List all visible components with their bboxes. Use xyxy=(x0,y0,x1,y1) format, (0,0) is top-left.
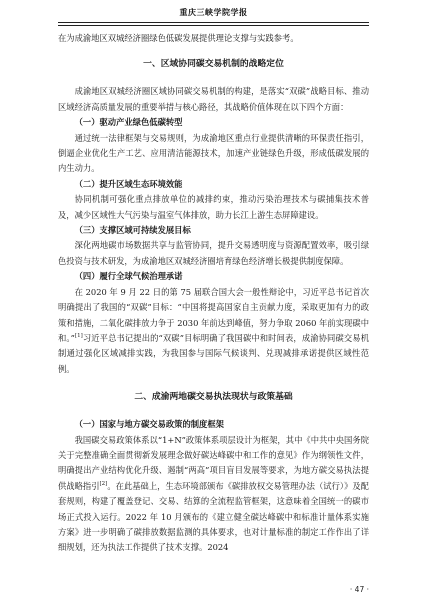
paragraph-1-1: 通过统一法律框架与交易规则，为成渝地区重点行业提供清晰的环保责任指引，倒逼企业优化生产工艺、应用清洁能源技术，加速产业链绿色升级，形成低碳发展的内生动力。 xyxy=(58,132,369,174)
section-1-intro: 成渝地区双城经济圈区域协同碳交易机制的构建，是落实“双碳”战略目标、推动区域经济高质量发展的重要举措与核心路径，其战略价值体现在以下四个方面： xyxy=(58,86,369,112)
subheading-2-1: （一）国家与地方碳交易政策的制度框架 xyxy=(74,419,224,430)
subheading-1-1: （一）驱动产业绿色低碳转型 xyxy=(74,117,183,128)
page-number: · 47 · xyxy=(349,585,369,594)
article-body xyxy=(58,31,369,556)
subheading-1-4: （四）履行全球气候治理承诺 xyxy=(74,271,183,282)
header-rule-thick xyxy=(58,22,369,23)
section-heading-1: 一、区域协同碳交易机制的战略定位 xyxy=(143,59,284,70)
paragraph-1-2: 协同机制可强化重点排放单位的减排约束，推动污染治理技术与碳捕集技术普及，减少区域性大气污染与温室气体排放，助力长江上游生态屏障建设。 xyxy=(58,194,369,220)
paragraph-2-1-part-b: 。在此基础上，生态环境部颁布《碳排放权交易管理办法（试行）》及配套规则，构建了覆盖登记、交易、结算的全流程监管框架，这意味着全国统一的碳市场正式投入运行。2022 年 10 月颁布的《建立健全碳达峰碳中和标准计量体系实施方案》进一步明确了碳排放数据监测的具体要求，也对计量标准的制定工作作出了详细规划，还为执法工作提供了技术支撑。2024 xyxy=(58,480,369,553)
paragraph-1-4 xyxy=(58,285,369,377)
header-rule-thin xyxy=(58,25,369,26)
section-heading-2: 二、成渝两地碳交易执法现状与政策基础 xyxy=(134,392,293,403)
paragraph-1-4-part-a: 在 2020 年 9 月 22 日的第 75 届联合国大会一般性辩论中，习近平总书记首次明确提出了我国的“双碳”目标：“中国将提高国家自主贡献力度，采取更加有力的政策和措施，二氧化碳排放力争于 2030 年前达到峰值，努力争取 2060 年前实现碳中和。” xyxy=(58,286,369,343)
paragraph-2-1 xyxy=(58,433,369,556)
subheading-1-3: （三）支撑区域可持续发展目标 xyxy=(74,225,191,236)
running-head: 重庆三峡学院学报 xyxy=(179,8,248,17)
subheading-1-2: （二）提升区域生态环境效能 xyxy=(74,178,183,189)
citation-1: [1] xyxy=(74,333,83,340)
paragraph-1-4-part-b: 习近平总书记提出的“双碳”目标明确了我国碳中和时间表，成渝协同碳交易机制通过强化区域减排实践，为我国参与国际气候谈判、兑现减排承诺提供区域性范例。 xyxy=(58,332,369,374)
paragraph-2-1-part-a: 我国碳交易政策体系以“1+N”政策体系项层设计为框架，其中《中共中央国务院关于完整准确全面贯彻新发展理念做好碳达峰碳中和工作的意见》作为纲领性文件，明确提出产业结构优化升级、遏制“两高”项目盲目发展等要求，为地方碳交易执法提供战略指引 xyxy=(58,434,369,491)
citation-2: [2] xyxy=(99,480,108,487)
paragraph-1-3: 深化两地碳市场数据共享与监管协同，提升交易透明度与资源配置效率，吸引绿色投资与技术研发，为成渝地区双城经济圈培育绿色经济增长极提供制度保障。 xyxy=(58,240,369,266)
intro-line: 在为成渝地区双城经济圈绿色低碳发展提供理论支撑与实践参考。 xyxy=(58,33,299,43)
